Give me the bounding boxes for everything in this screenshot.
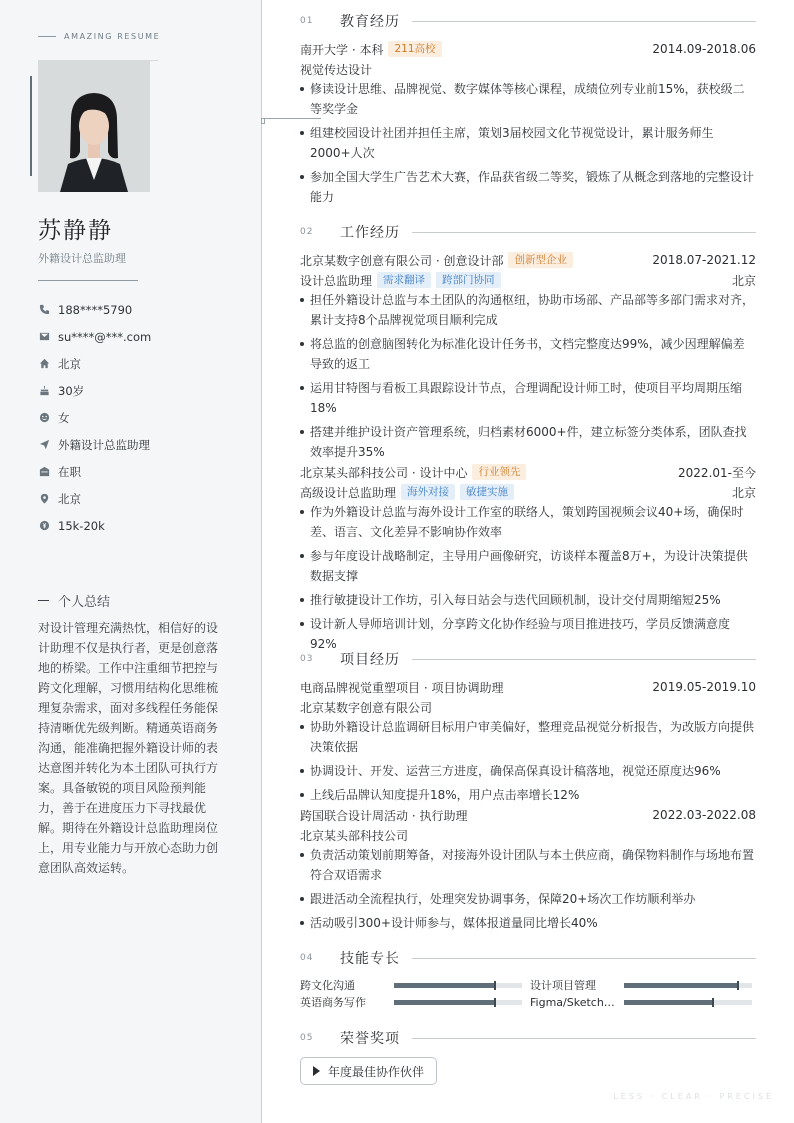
info-salary-value: 15k-20k (58, 518, 105, 533)
project-org-row (300, 697, 756, 717)
skill-item (530, 976, 756, 994)
project-org-row (300, 825, 756, 845)
skill-bar (624, 983, 752, 988)
photo-accent-bar (30, 76, 32, 176)
work-entry-2 (300, 462, 756, 658)
email-icon (38, 331, 50, 343)
skill-item (300, 976, 526, 994)
info-status-value: 在职 (58, 464, 81, 479)
education-major-row (300, 59, 756, 79)
list-item: 参与年度设计战略制定，主导用户画像研究，访谈样本覆盖8万+，为设计决策提供数据支撑 (300, 546, 756, 586)
project-entry-1 (300, 677, 756, 809)
candidate-title: 外籍设计总监助理 (38, 252, 126, 265)
project-name: 跨国联合设计周活动 · 执行助理 (300, 808, 468, 823)
summary-dash (38, 600, 49, 601)
education-date: 2014.09-2018.06 (652, 42, 756, 56)
work-date: 2022.01-至今 (678, 465, 756, 480)
brand-text: AMAZING RESUME (64, 31, 161, 41)
section-title: 技能专长 (340, 951, 400, 967)
brand-divider (38, 36, 56, 37)
skill-bar-fill (394, 983, 496, 988)
work-role: 高级设计总监助理 (300, 485, 397, 500)
list-item: 参加全国大学生广告艺术大赛，作品获省级二等奖，锻炼了从概念到落地的完整设计能力 (300, 167, 756, 207)
skill-bar (394, 983, 522, 988)
section-divider (412, 21, 756, 22)
list-item: 作为外籍设计总监与海外设计工作室的联络人，策划跨国视频会议40+场，确保时差、语言、文化差异不影响协作效率 (300, 502, 756, 542)
list-item: 将总监的创意脑图转化为标准化设计任务书，文档完整度达99%，减少因理解偏差导致的返工 (300, 334, 756, 374)
section-divider (412, 232, 756, 233)
work-bullets (300, 290, 756, 462)
education-major: 视觉传达设计 (300, 62, 373, 77)
list-item: 修读设计思维、品牌视觉、数字媒体等核心课程，成绩位列专业前15%，获校级二等奖学金 (300, 79, 756, 119)
work-company: 北京某头部科技公司 · 设计中心 (300, 465, 468, 480)
info-phone (38, 296, 238, 323)
section-number: 04 (300, 953, 314, 963)
info-age-value: 30岁 (58, 383, 85, 398)
sidebar-connector-marker (261, 118, 265, 124)
info-location-value: 北京 (58, 491, 81, 506)
candidate-name: 苏静静 (38, 218, 113, 244)
summary-text: 对设计管理充满热忱，相信好的设计助理不仅是执行者，更是创意落地的桥梁。工作中注重细节把控与跨文化理解，习惯用结构化思维梳理复杂需求，面对多线程任务能保持清晰优先级判断。精通英语商务沟通，能准确把握外籍设计师的表达意图并转化为本土团队可执行方案。具备敏锐的项目风险预判能力，善于在进度压力下寻找最优解。期待在外籍设计总监助理岗位上，用专业能力与开放心态助力创意团队高效运转。 (38, 621, 219, 875)
gender-icon (38, 412, 50, 424)
education-entry (300, 39, 756, 211)
list-item: 担任外籍设计总监与本土团队的沟通枢纽，协助市场部、产品部等多部门需求对齐，累计支持8个品牌视觉项目顺利完成 (300, 290, 756, 330)
footer-watermark: LESS · CLEAR · PRECISE (613, 1092, 774, 1101)
list-item: 设计新人导师培训计划，分享跨文化协作经验与项目推进技巧，学员反馈满意度92% (300, 614, 756, 654)
work-role-row (300, 482, 756, 502)
section-number: 01 (300, 16, 314, 26)
info-email (38, 323, 238, 350)
list-item: 跟进活动全流程执行，处理突发协调事务，保障20+场次工作坊顺利举办 (300, 889, 756, 909)
education-bullets (300, 79, 756, 207)
project-bullets (300, 717, 756, 805)
section-divider (412, 958, 756, 959)
work-city: 北京 (731, 485, 756, 500)
info-gender-value: 女 (58, 410, 70, 425)
skill-name: 英语商务写作 (300, 996, 366, 1009)
info-location (38, 485, 238, 512)
section-number: 03 (300, 654, 314, 664)
project-entry-2 (300, 805, 756, 937)
skill-name: 设计项目管理 (530, 979, 596, 992)
send-icon (38, 439, 50, 451)
skill-item (300, 993, 526, 1011)
list-item: 活动吸引300+设计师参与，媒体报道量同比增长40% (300, 913, 756, 933)
skill-item (530, 993, 756, 1011)
avatar-portrait-icon (38, 60, 150, 192)
section-education-header (300, 11, 756, 31)
status-icon (38, 466, 50, 478)
list-item: 协调设计、开发、运营三方进度，确保高保真设计稿落地，视觉还原度达96% (300, 761, 756, 781)
company-tag: 创新型企业 (508, 252, 573, 268)
skill-bar (394, 1000, 522, 1005)
home-icon (38, 358, 50, 370)
work-role: 设计总监助理 (300, 273, 373, 288)
info-home-value: 北京 (58, 356, 81, 371)
list-item: 协助外籍设计总监调研目标用户审美偏好，整理竞品视觉分析报告，为改版方向提供决策依据 (300, 717, 756, 757)
project-date: 2019.05-2019.10 (652, 680, 756, 694)
project-org: 北京某数字创意有限公司 (300, 700, 433, 715)
work-company: 北京某数字创意有限公司 · 创意设计部 (300, 253, 504, 268)
skill-bar (624, 1000, 752, 1005)
work-entry-1 (300, 250, 756, 466)
photo-area (38, 60, 150, 192)
title-divider (38, 280, 138, 281)
section-number: 05 (300, 1033, 314, 1043)
honor-label: 年度最佳协作伙伴 (328, 1064, 425, 1079)
company-tag: 行业领先 (472, 464, 526, 480)
contact-info-list (38, 296, 238, 539)
skill-bar-fill (624, 1000, 714, 1005)
info-home (38, 350, 238, 377)
play-triangle-icon (313, 1066, 320, 1076)
list-item: 上线后品牌认知度提升18%，用户点击率增长12% (300, 785, 756, 805)
role-tag: 需求翻译 (377, 272, 431, 288)
work-role-row (300, 270, 756, 290)
cake-icon (38, 385, 50, 397)
salary-icon (38, 520, 50, 532)
info-salary (38, 512, 238, 539)
list-item: 推行敏捷设计工作坊，引入每日站会与迭代回顾机制，设计交付周期缩短25% (300, 590, 756, 610)
info-target-job (38, 431, 238, 458)
section-divider (412, 1038, 756, 1039)
info-gender (38, 404, 238, 431)
phone-icon (38, 304, 50, 316)
school-tag: 211高校 (388, 41, 441, 57)
list-item: 负责活动策划前期筹备，对接海外设计团队与本土供应商，确保物料制作与场地布置符合双语需求 (300, 845, 756, 885)
info-phone-value: 188****5790 (58, 302, 133, 317)
info-target-job-value: 外籍设计总监助理 (58, 437, 150, 452)
section-title: 荣誉奖项 (340, 1031, 400, 1047)
skill-bar-fill (394, 1000, 496, 1005)
role-tag: 敏捷实施 (460, 484, 514, 500)
section-honors-header (300, 1028, 756, 1048)
avatar (38, 60, 150, 192)
brand (38, 30, 160, 42)
work-city: 北京 (731, 273, 756, 288)
school-name: 南开大学 · 本科 (300, 42, 384, 57)
skill-name: Figma/Sketch… (530, 995, 615, 1009)
role-tag: 海外对接 (401, 484, 455, 500)
skill-name: 跨文化沟通 (300, 979, 355, 992)
section-divider (412, 659, 756, 660)
skill-bar-fill (624, 983, 739, 988)
section-number: 02 (300, 227, 314, 237)
section-title: 工作经历 (340, 225, 400, 241)
project-bullets (300, 845, 756, 933)
work-header-row (300, 250, 756, 270)
project-name: 电商品牌视觉重塑项目 · 项目协调助理 (300, 680, 504, 695)
education-header-row (300, 39, 756, 59)
section-project-header (300, 649, 756, 669)
project-date: 2022.03-2022.08 (652, 808, 756, 822)
section-title: 教育经历 (340, 14, 400, 30)
project-header-row (300, 677, 756, 697)
location-icon (38, 493, 50, 505)
list-item: 组建校园设计社团并担任主席，策划3届校园文化节视觉设计，累计服务师生2000+人次 (300, 123, 756, 163)
summary-title: 个人总结 (58, 595, 111, 610)
section-work-header (300, 222, 756, 242)
work-bullets (300, 502, 756, 654)
role-tag: 跨部门协同 (436, 272, 501, 288)
info-age (38, 377, 238, 404)
honor-badge (300, 1057, 437, 1085)
summary-heading (38, 591, 110, 610)
info-email-value: su****@***.com (58, 329, 152, 344)
project-header-row (300, 805, 756, 825)
sidebar (0, 0, 262, 1123)
section-title: 项目经历 (340, 652, 400, 668)
section-skills-header (300, 948, 756, 968)
info-status (38, 458, 238, 485)
work-date: 2018.07-2021.12 (652, 253, 756, 267)
project-org: 北京某头部科技公司 (300, 828, 409, 843)
list-item: 搭建并维护设计资产管理系统，归档素材6000+件，建立标签分类体系，团队查找效率提升35% (300, 422, 756, 462)
work-header-row (300, 462, 756, 482)
list-item: 运用甘特图与看板工具跟踪设计节点，合理调配设计师工时，使项目平均周期压缩18% (300, 378, 756, 418)
